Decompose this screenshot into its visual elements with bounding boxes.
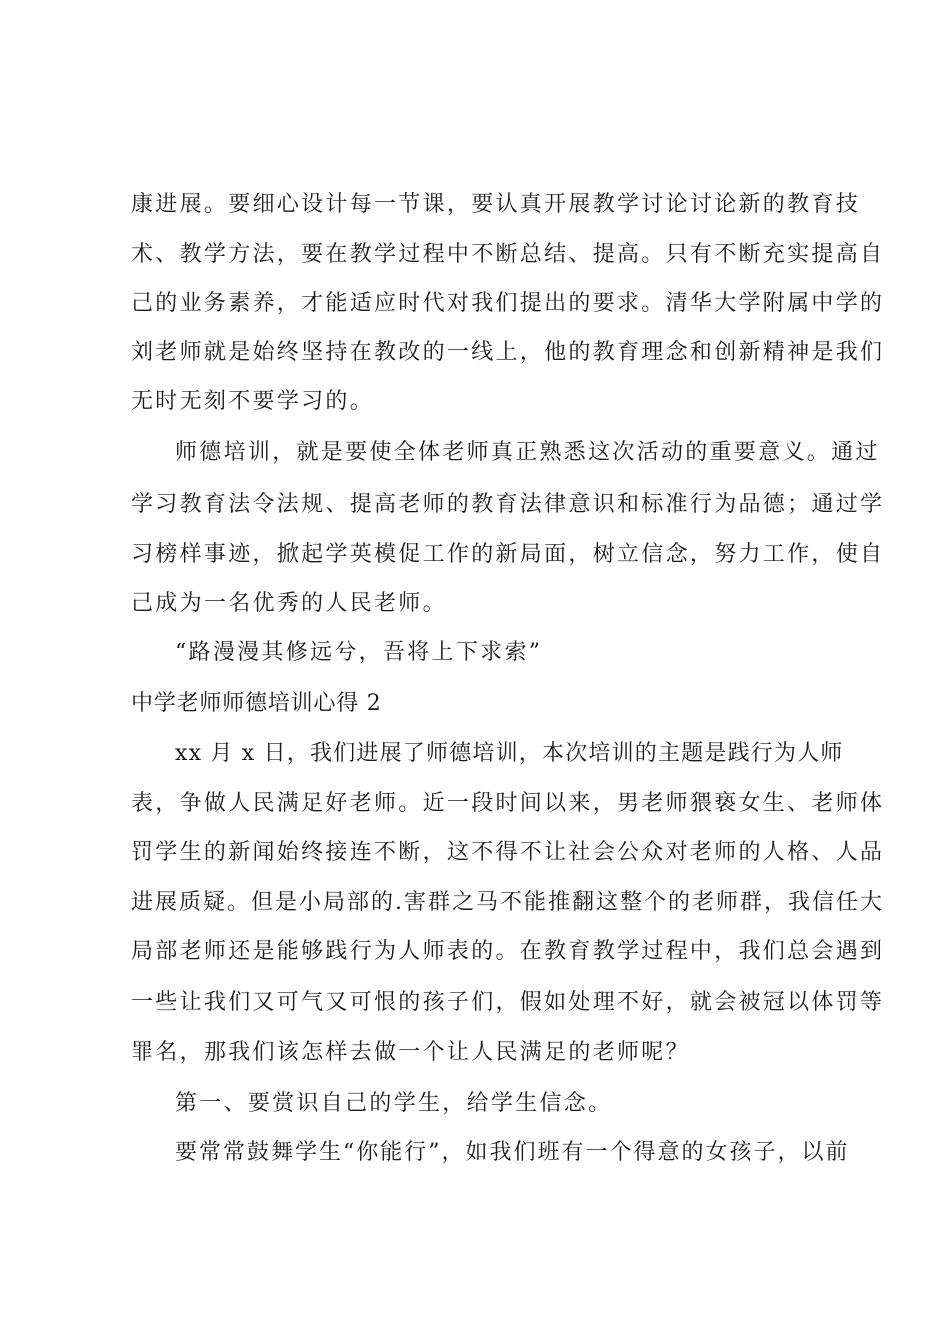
text-line: 习榜样事迹，掀起学英模促工作的新局面，树立信念，努力工作，使自 [131, 542, 885, 567]
text-line: 刘老师就是始终坚持在教改的一线上，他的教育理念和创新精神是我们 [131, 340, 885, 365]
text-line: 学习教育法令法规、提高老师的教育法律意识和标准行为品德；通过学 [131, 492, 885, 517]
text-line: 第一、要赏识自己的学生，给学生信念。 [175, 1091, 613, 1116]
text-line: 罪名，那我们该怎样去做一个让人民满足的老师呢？ [131, 1040, 690, 1065]
text-line: 表，争做人民满足好老师。近一段时间以来，男老师猥亵女生、老师体 [131, 791, 885, 816]
text-line: 无时无刻不要学习的。 [131, 389, 375, 414]
text-line: 己成为一名优秀的人民老师。 [131, 591, 447, 616]
text-line: 进展质疑。但是小局部的.害群之马不能推翻这整个的老师群，我信任大 [131, 890, 884, 915]
text-line: 一些让我们又可气又可恨的孩子们，假如处理不好，就会被冠以体罚等 [131, 990, 885, 1015]
text-line: 罚学生的新闻始终接连不断，这不得不让社会公众对老师的人格、人品 [131, 840, 885, 865]
text-line: 师德培训，就是要使全体老师真正熟悉这次活动的重要意义。通过 [175, 440, 880, 465]
quote-line: “路漫漫其修远兮，吾将上下求索” [175, 640, 543, 665]
text-line: 要常常鼓舞学生“你能行”，如我们班有一个得意的女孩子，以前 [175, 1140, 850, 1165]
section-title: 中学老师师德培训心得 2 [131, 691, 382, 716]
text-line: xx 月 x 日，我们进展了师德培训，本次培训的主题是践行为人师 [175, 741, 844, 766]
text-line: 局部老师还是能够践行为人师表的。在教育教学过程中，我们总会遇到 [131, 939, 885, 964]
text-line: 术、教学方法，要在教学过程中不断总结、提高。只有不断充实提高自 [131, 242, 885, 267]
text-line: 康进展。要细心设计每一节课，要认真开展教学讨论讨论新的教育技 [131, 192, 861, 217]
text-line: 己的业务素养，才能适应时代对我们提出的要求。清华大学附属中学的 [131, 291, 885, 316]
